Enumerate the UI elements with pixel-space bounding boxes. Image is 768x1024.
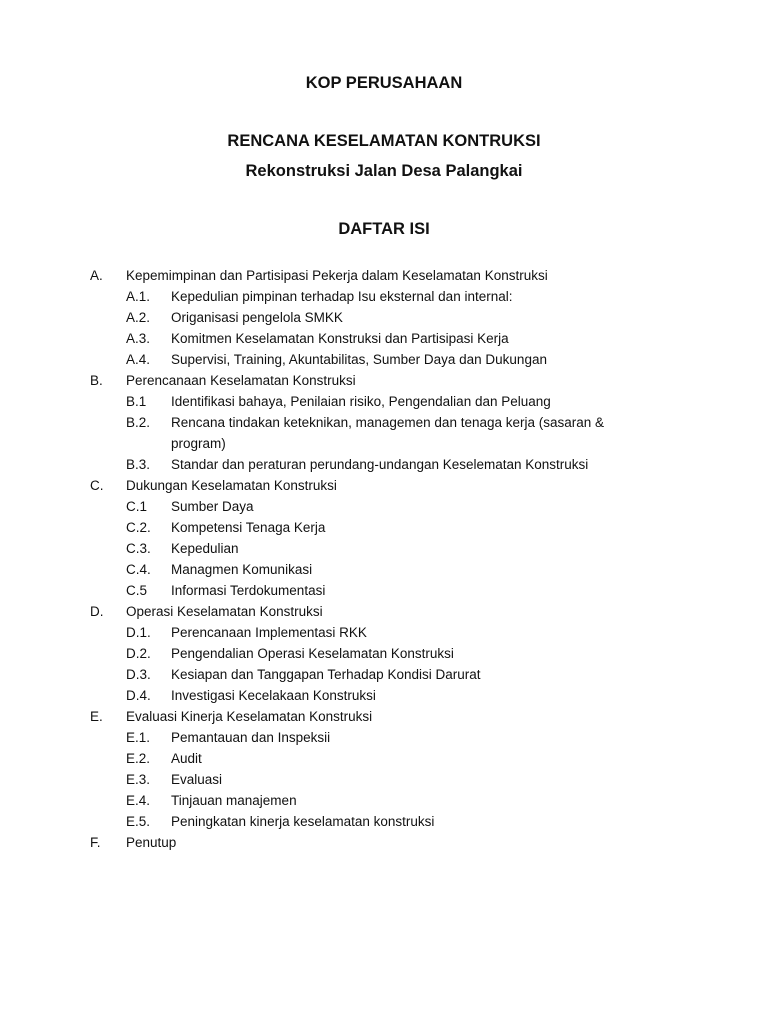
toc-item-text: Kompetensi Tenaga Kerja [171, 520, 326, 535]
toc-item-code: E.4. [126, 793, 151, 808]
toc-section-text: Kepemimpinan dan Partisipasi Pekerja dalam Keselamatan Konstruksi [126, 268, 548, 283]
toc-item-code: E.3. [126, 772, 151, 787]
toc-item-code: A.3. [126, 331, 151, 346]
toc-item-code: B.3. [126, 457, 151, 472]
toc-item-code: B.2. [126, 415, 151, 430]
toc-item-code: C.1 [126, 499, 148, 514]
toc-item-text: Standar dan peraturan perundang-undangan Keselematan Konstruksi [171, 457, 589, 472]
toc-item-code: A.1. [126, 289, 151, 304]
toc-section-code: F. [90, 835, 101, 850]
toc-item-code: E.1. [126, 730, 151, 745]
toc-item-code: D.4. [126, 688, 151, 703]
toc-item-text: Informasi Terdokumentasi [171, 583, 326, 598]
toc-item-text: Perencanaan Implementasi RKK [171, 625, 367, 640]
toc-item-text: Komitmen Keselamatan Konstruksi dan Partisipasi Kerja [171, 331, 509, 346]
toc-item-code: C.2. [126, 520, 151, 535]
toc-section-text: Operasi Keselamatan Konstruksi [126, 604, 323, 619]
toc-item-text: Pemantauan dan Inspeksii [171, 730, 331, 745]
toc-item-text: Investigasi Kecelakaan Konstruksi [171, 688, 376, 703]
toc-section-code: D. [90, 604, 104, 619]
document-title: RENCANA KESELAMATAN KONTRUKSI [227, 132, 541, 150]
toc-heading: DAFTAR ISI [338, 220, 430, 238]
toc-item-continuation-text: program) [171, 436, 226, 451]
toc-item-code: A.2. [126, 310, 151, 325]
toc-item-text: Sumber Daya [171, 499, 254, 514]
toc-item-text: Identifikasi bahaya, Penilaian risiko, Pengendalian dan Peluang [171, 394, 551, 409]
toc-section-code: C. [90, 478, 104, 493]
toc-item-text: Managmen Komunikasi [171, 562, 313, 577]
toc-item-text: Rencana tindakan keteknikan, managemen dan tenaga kerja (sasaran & [171, 415, 605, 430]
toc-section-text: Dukungan Keselamatan Konstruksi [126, 478, 337, 493]
toc-item-text: Kesiapan dan Tanggapan Terhadap Kondisi Darurat [171, 667, 481, 682]
toc-section-code: E. [90, 709, 103, 724]
toc-item-text: Evaluasi [171, 772, 223, 787]
toc-item-code: E.5. [126, 814, 151, 829]
toc-item-text: Pengendalian Operasi Keselamatan Konstruksi [171, 646, 454, 661]
toc-section-text: Perencanaan Keselamatan Konstruksi [126, 373, 356, 388]
toc-item-text: Peningkatan kinerja keselamatan konstruksi [171, 814, 435, 829]
toc-section-text: Evaluasi Kinerja Keselamatan Konstruksi [126, 709, 373, 724]
toc-item-code: D.3. [126, 667, 151, 682]
toc-item-code: B.1 [126, 394, 147, 409]
toc-item-code: C.4. [126, 562, 151, 577]
toc-item-code: D.2. [126, 646, 151, 661]
toc-item-code: A.4. [126, 352, 151, 367]
toc-item-text: Kepedulian pimpinan terhadap Isu eksternal dan internal: [171, 289, 513, 304]
toc-item-text: Audit [171, 751, 202, 766]
toc-item-code: C.5 [126, 583, 148, 598]
toc-item-text: Tinjauan manajemen [171, 793, 297, 808]
toc-section-code: B. [90, 373, 103, 388]
toc-item-text: Kepedulian [171, 541, 239, 556]
toc-item-code: D.1. [126, 625, 151, 640]
document-subtitle: Rekonstruksi Jalan Desa Palangkai [245, 162, 523, 180]
toc-section-text: Penutup [126, 835, 177, 850]
toc-item-code: E.2. [126, 751, 151, 766]
toc-item-text: Origanisasi pengelola SMKK [171, 310, 343, 325]
toc-item-text: Supervisi, Training, Akuntabilitas, Sumber Daya dan Dukungan [171, 352, 547, 367]
company-header: KOP PERUSAHAAN [305, 74, 463, 92]
toc-item-code: C.3. [126, 541, 151, 556]
toc-section-code: A. [90, 268, 103, 283]
